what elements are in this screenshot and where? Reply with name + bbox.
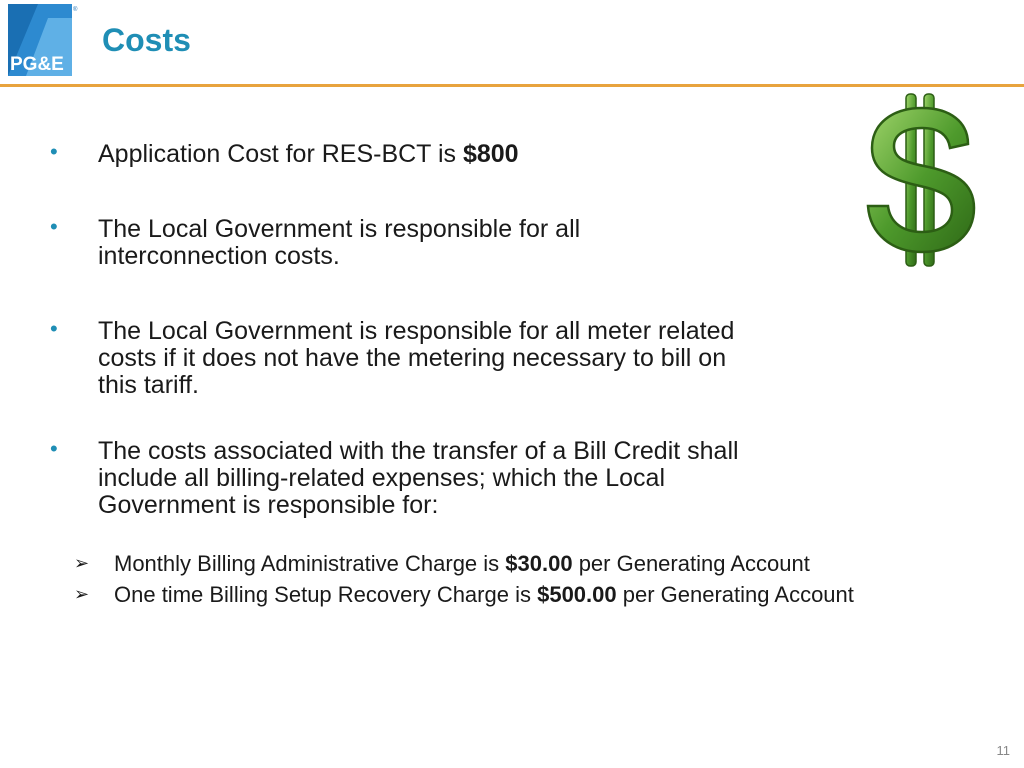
bullet-line: interconnection costs. xyxy=(98,242,340,270)
bullet-line: The Local Government is responsible for all xyxy=(98,215,581,243)
bullet-line: Government is responsible for: xyxy=(98,491,439,519)
pge-logo xyxy=(8,4,78,76)
page-number: 11 xyxy=(996,743,1010,758)
sub-bullet-setup-charge xyxy=(114,582,854,608)
sub-bullet-text: One time Billing Setup Recovery Charge is xyxy=(114,582,538,607)
arrow-bullet-icon: ➢ xyxy=(74,553,90,573)
page-title: Costs xyxy=(102,22,191,58)
bullet-bill-credit xyxy=(98,438,739,519)
bullet-dot: • xyxy=(50,214,58,239)
monthly-charge-amount: $30.00 xyxy=(505,551,573,576)
sub-bullet-text: per Generating Account xyxy=(572,551,810,576)
sub-bullet-text: per Generating Account xyxy=(616,582,854,607)
bullet-dot: • xyxy=(50,316,58,341)
bullet-dot: • xyxy=(50,139,58,164)
dollar-sign-icon xyxy=(862,92,984,268)
sub-bullet-text: Monthly Billing Administrative Charge is xyxy=(114,551,506,576)
bullet-text: Application Cost for RES-BCT is xyxy=(98,140,463,168)
bullet-application-cost xyxy=(98,141,519,168)
slide-header xyxy=(0,0,1024,86)
bullet-meter-costs xyxy=(98,318,734,399)
sub-bullet-monthly-charge xyxy=(114,551,810,577)
bullet-line: this tariff. xyxy=(98,371,199,399)
bullet-line: The costs associated with the transfer of a Bill Credit shall xyxy=(98,437,739,465)
setup-charge-amount: $500.00 xyxy=(537,582,617,607)
arrow-bullet-icon: ➢ xyxy=(74,584,90,604)
bullet-line: include all billing-related expenses; which the Local xyxy=(98,464,666,492)
bullet-line: The Local Government is responsible for all meter related xyxy=(98,317,735,345)
bullet-dot: • xyxy=(50,436,58,461)
logo-text: PG&E xyxy=(10,54,64,75)
application-cost-amount: $800 xyxy=(462,140,519,168)
bullet-line: costs if it does not have the metering necessary to bill on xyxy=(98,344,727,372)
bullet-interconnection xyxy=(98,216,580,270)
header-divider xyxy=(0,84,1024,87)
svg-text:®: ® xyxy=(73,7,78,13)
